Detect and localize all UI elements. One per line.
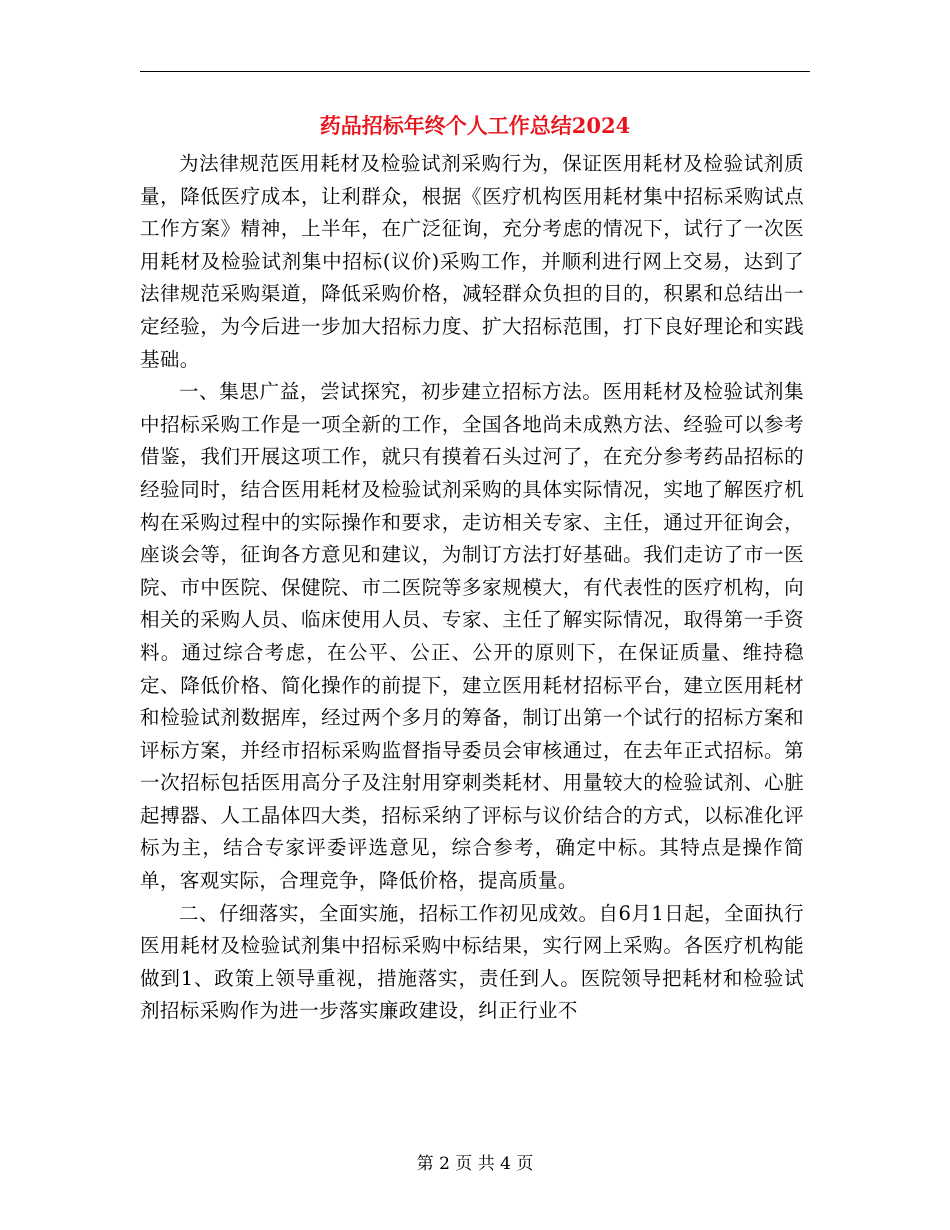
paragraph-intro: 为法律规范医用耗材及检验试剂采购行为，保证医用耗材及检验试剂质量，降低医疗成本，让利群众，根据《医疗机构医用耗材集中招标采购试点工作方案》精神，上半年，在广泛征询，充分考虑的情况下，试行了一次医用耗材及检验试剂集中招标(议价)采购工作，并顺利进行网上交易，达到了法律规范采购渠道，降低采购价格，减轻群众负担的目的，积累和总结出一定经验，为今后进一步加大招标力度、扩大招标范围，打下良好理论和实践基础。	[140, 152, 804, 371]
paragraph-section-1: 一、集思广益，尝试探究，初步建立招标方法。医用耗材及检验试剂集中招标采购工作是一项全新的工作，全国各地尚未成熟方法、经验可以参考借鉴，我们开展这项工作，就只有摸着石头过河了，在充分参考药品招标的经验同时，结合医用耗材及检验试剂采购的具体实际情况，实地了解医疗机构在采购过程中的实际操作和要求，走访相关专家、主任，通过开征询会，座谈会等，征询各方意见和建议，为制订方法打好基础。我们走访了市一医院、市中医院、保健院、市二医院等多家规模大，有代表性的医疗机构，向相关的采购人员、临床使用人员、专家、主任了解实际情况，取得第一手资料。通过综合考虑，在公平、公正、公开的原则下，在保证质量、维持稳定、降低价格、简化操作的前提下，建立医用耗材招标平台，建立医用耗材和检验试剂数据库，经过两个多月的筹备，制订出第一个试行的招标方案和评标方案，并经市招标采购监督指导委员会审核通过，在去年正式招标。第一次招标包括医用高分子及注射用穿刺类耗材、用量较大的检验试剂、心脏起搏器、人工晶体四大类，招标采纳了评标与议价结合的方式，以标准化评标为主，结合专家评委评选意见，综合参考，确定中标。其特点是操作简单，客观实际，合理竞争，降低价格，提高质量。	[140, 380, 804, 893]
page-footer: 第 2 页 共 4 页	[416, 1154, 534, 1174]
paragraph-section-2: 二、仔细落实，全面实施，招标工作初见成效。自6月1日起，全面执行医用耗材及检验试剂集中招标采购中标结果，实行网上采购。各医疗机构能做到1、政策上领导重视，措施落实，责任到人。医院领导把耗材和检验试剂招标采购作为进一步落实廉政建设，纠正行业不	[140, 901, 804, 1023]
document-title: 药品招标年终个人工作总结2024	[319, 113, 631, 138]
header-rule	[140, 71, 810, 72]
document-body	[140, 148, 804, 1028]
